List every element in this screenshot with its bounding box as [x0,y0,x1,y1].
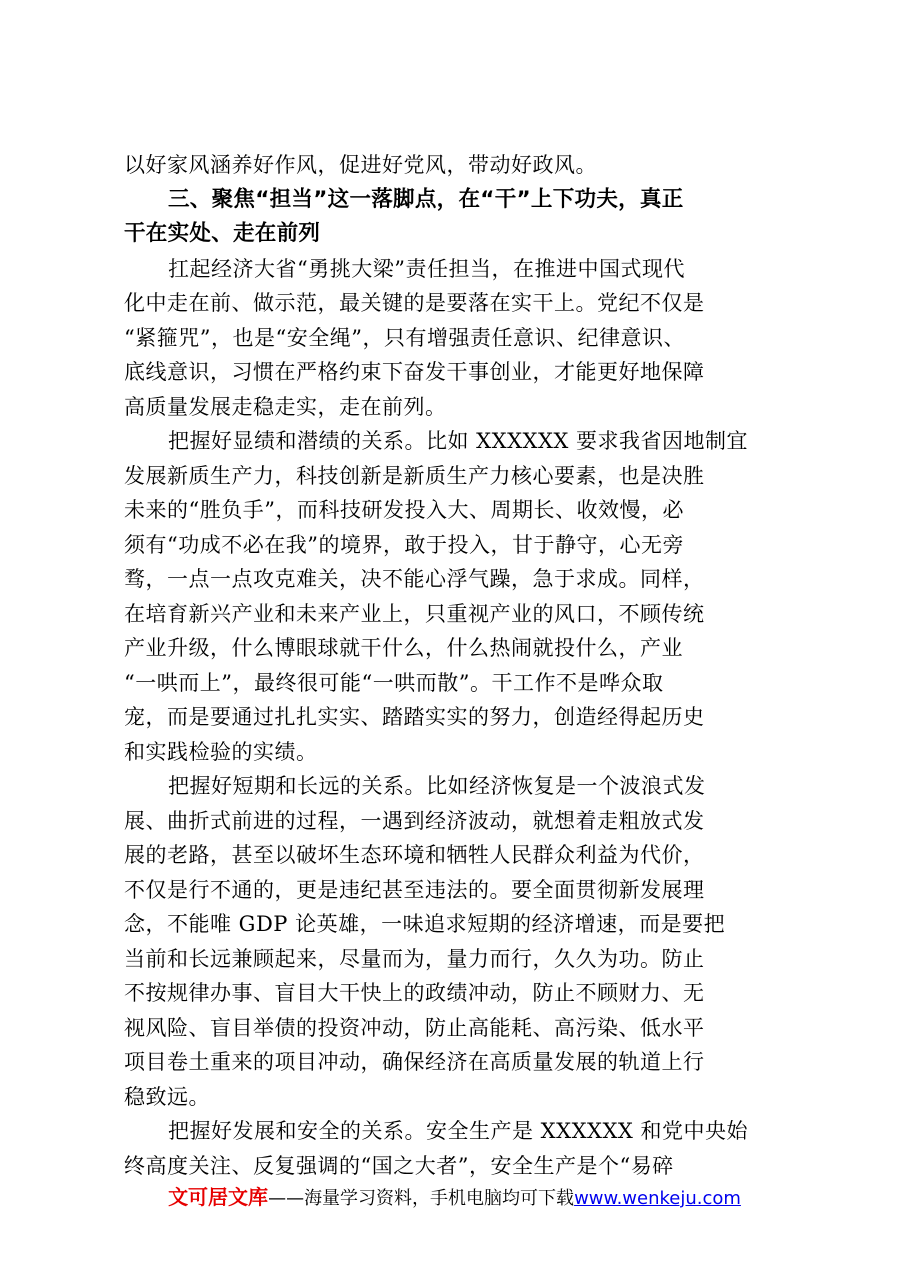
paragraph-line: 未来的“胜负手”，而科技研发投入大、周期长、收效慢，必 [124,498,684,522]
paragraph-line: 念，不能唯 GDP 论英雄，一味追求短期的经济增速，而是要把 [124,912,726,936]
paragraph-line: 不仅是行不通的，更是违纪甚至违法的。要全面贯彻新发展理 [124,877,705,902]
paragraph-line: 宠，而是要通过扎扎实实、踏踏实实的努力，创造经得起历史 [124,705,705,729]
paragraph-line: 发展新质生产力，科技创新是新质生产力核心要素，也是决胜 [124,463,705,488]
paragraph-line: 底线意识，习惯在严格约束下奋发干事创业，才能更好地保障 [124,360,705,384]
paragraph-line: 产业升级，什么博眼球就干什么，什么热闹就投什么，产业 [124,636,683,660]
paragraph-line: 化中走在前、做示范，最关键的是要落在实干上。党纪不仅是 [124,291,705,315]
paragraph-line: “一哄而上”，最终很可能“一哄而散”。干工作不是哗众取 [124,670,664,695]
paragraph-line: 终高度关注、反复强调的“国之大者”，安全生产是个“易碎 [124,1153,674,1178]
paragraph-line: 展、曲折式前进的过程，一遇到经济波动，就想着走粗放式发 [124,808,705,833]
paragraph-line: 项目卷土重来的项目冲动，确保经济在高质量发展的轨道上行 [124,1050,705,1074]
paragraph-line: 骛，一点一点攻克难关，决不能心浮气躁，急于求成。同样， [124,567,705,591]
paragraph-line: 视风险、盲目举债的投资冲动，防止高能耗、高污染、低水平 [124,1015,705,1040]
paragraph-line: 和实践检验的实绩。 [124,739,318,764]
paragraph-line: 当前和长远兼顾起来，尽量而为，量力而行，久久为功。防止 [124,946,705,971]
footer-banner [0,1181,909,1210]
paragraph-line: 不按规律办事、盲目大干快上的政绩冲动，防止不顾财力、无 [124,981,705,1005]
footer-url-link[interactable]: www.wenkeju.com [574,1188,741,1209]
document-body [124,148,796,1183]
paragraph-line: 以好家风涵养好作风，促进好党风，带动好政风。 [124,153,597,177]
footer-tagline: ——海量学习资料，手机电脑均可下载 [268,1188,575,1209]
paragraph-line: 高质量发展走稳走实，走在前列。 [124,394,447,419]
section-heading-line: 干在实处、走在前列 [124,221,321,246]
paragraph-line: “紧箍咒”，也是“安全绳”，只有增强责任意识、纪律意识、 [124,325,685,350]
paragraph-line: 稳致远。 [124,1084,210,1109]
paragraph-line: 在培育新兴产业和未来产业上，只重视产业的风口，不顾传统 [124,601,705,626]
paragraph-line: 把握好短期和长远的关系。比如经济恢复是一个波浪式发 [168,774,706,798]
paragraph-line: 扛起经济大省“勇挑大梁”责任担当，在推进中国式现代 [168,256,685,281]
paragraph-line: 须有“功成不必在我”的境界，敢于投入，甘于静守，心无旁 [124,532,684,557]
paragraph-line: 把握好显绩和潜绩的关系。比如 XXXXXX 要求我省因地制宜 [168,429,749,453]
paragraph-line: 把握好发展和安全的关系。安全生产是 XXXXXX 和党中央始 [168,1119,749,1143]
footer-brand: 文可居文库 [168,1185,269,1209]
paragraph-line: 展的老路，甚至以破坏生态环境和牺牲人民群众利益为代价， [124,843,705,867]
section-heading-line: 三、聚焦“担当”这一落脚点，在“干”上下功夫，真正 [168,186,684,212]
